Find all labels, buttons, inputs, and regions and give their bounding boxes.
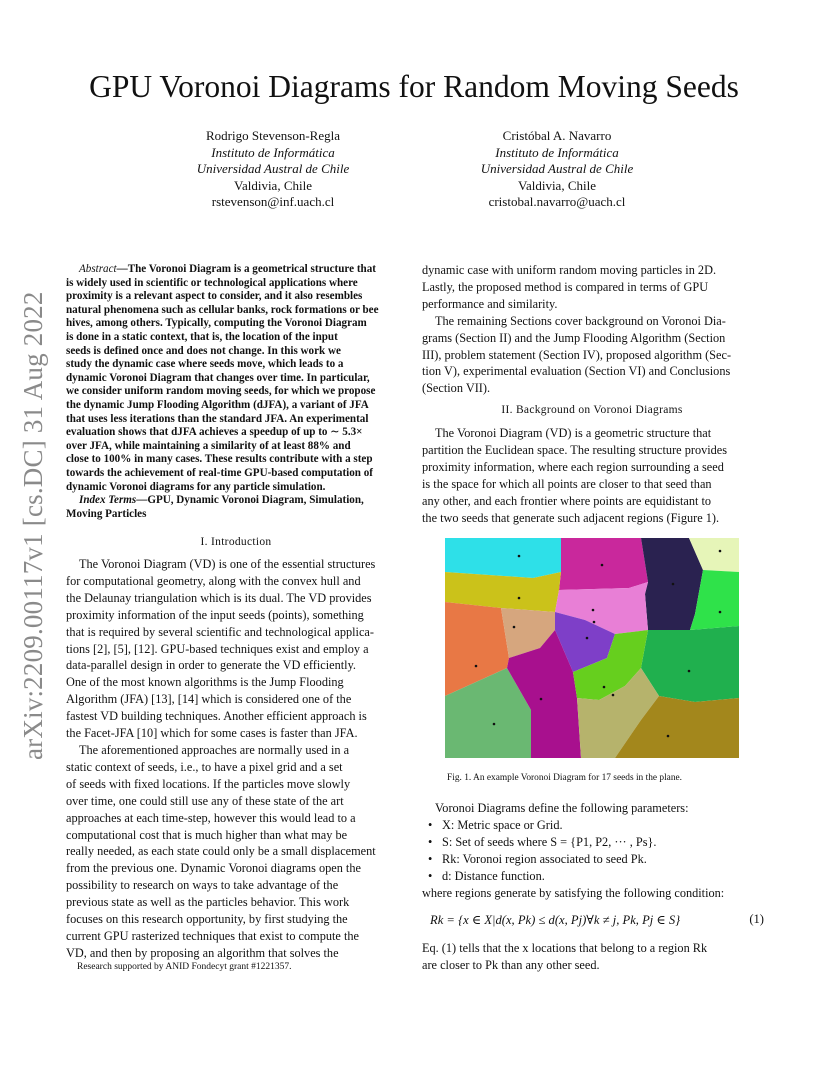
text-line: static context of seeds, i.e., to have a pixel grid and a set [66, 759, 343, 774]
author-university: Universidad Austral de Chile [196, 161, 350, 176]
text-line: approaches at each time-step, however this would lead to a [66, 810, 356, 825]
text-line: proximity information of the input seeds (points), something [66, 607, 364, 622]
abstract-line: natural phenomena such as cellular banks, rock formations or bee [66, 303, 379, 316]
author-email: rstevenson@inf.uach.cl [211, 194, 335, 209]
equation-number: (1) [749, 912, 764, 926]
text-line: performance and similarity. [422, 296, 558, 311]
text-line: really needed, as each state could only be a small displacement [66, 844, 376, 859]
text-line: that is required by several scientific and technological applica- [66, 624, 374, 639]
text-line: The Voronoi Diagram (VD) is a geometric structure that [435, 426, 712, 440]
seed-point [540, 698, 543, 701]
seed-point [493, 723, 496, 726]
seed-point [593, 621, 596, 624]
text-line: the Delaunay triangulation which is its dual. The VD provides [66, 590, 372, 605]
abstract-line: —The Voronoi Diagram is a geometrical structure that [116, 263, 376, 275]
text-line: where regions generate by satisfying the following condition: [422, 885, 725, 900]
text-line: focuses on this research opportunity, by first studying the [66, 912, 348, 927]
figure-caption: Fig. 1. An example Voronoi Diagram for 17 seeds in the plane. [447, 773, 683, 783]
equation-1 [422, 912, 768, 934]
section-heading-introduction: I. Introduction [200, 536, 272, 548]
text-line: The aforementioned approaches are normally used in a [79, 742, 350, 757]
abstract-line: seeds is defined once and does not change. In this work we [66, 344, 341, 357]
text-line: (Section VII). [422, 381, 491, 396]
author-block-1 [133, 128, 413, 211]
abstract-line: close to 100% in many cases. These results contribute with a step [66, 453, 373, 466]
seed-point [719, 550, 722, 553]
abstract-line: that uses less iterations than the standard JFA. An experimental [66, 412, 369, 425]
text-line: proximity information, where each region surrounding a seed [422, 459, 724, 474]
text-line: over time, one could still use any of these state of the art [66, 793, 344, 808]
text-line: is the space for which all points are closer to that seed than [422, 476, 712, 491]
author-city: Valdivia, Chile [234, 177, 312, 193]
text-line: The Voronoi Diagram (VD) is one of the essential structures [79, 557, 376, 571]
abstract-line: we consider uniform random moving seeds, for which we propose [66, 385, 376, 398]
post-equation-text [422, 940, 762, 974]
text-line: for computational geometry, along with the convex hull and [66, 573, 361, 588]
text-line: are closer to Pk than any other seed. [422, 957, 600, 972]
abstract-line: is widely used in scientific or technological applications where [66, 276, 358, 289]
text-line: the two seeds that generate such adjacent regions (Figure 1). [422, 510, 720, 525]
voronoi-region [641, 626, 739, 702]
seed-point [518, 597, 521, 600]
text-line: dynamic case with uniform random moving particles in 2D. [422, 263, 717, 277]
equation-text: Rk = {x ∈ X|d(x, Pk) ≤ d(x, Pj)∀k ≠ j, Pk, Pj ∈ S} [430, 913, 681, 927]
author-university: Universidad Austral de Chile [480, 161, 634, 176]
text-line: any other, and each frontier where points are equidistant to [422, 493, 712, 508]
text-line: III), problem statement (Section IV), proposed algorithm (Sec- [422, 347, 732, 362]
text-line: tion V), experimental evaluation (Section VI) and Conclusions [422, 364, 731, 379]
seed-point [475, 665, 478, 668]
author-city: Valdivia, Chile [518, 177, 596, 193]
bullet-item: • X: Metric space or Grid. [422, 817, 768, 834]
seed-point [601, 564, 604, 567]
abstract-line: study the dynamic case where seeds move, which leads to a [66, 358, 344, 371]
abstract-line: proximity is a relevant aspect to consider, and it also resembles [66, 290, 363, 303]
bullet-item: • d: Distance function. [422, 868, 768, 885]
author-block-2 [417, 128, 697, 211]
text-line: Algorithm (JFA) [13], [14] which is considered one of the [66, 692, 352, 707]
seed-point [592, 609, 595, 612]
bullet-item: • Rk: Voronoi region associated to seed Pk. [422, 851, 768, 868]
index-terms-label: Index Terms [79, 494, 137, 507]
text-line: the Facet-JFA [10] which for some cases is faster than JFA. [66, 726, 358, 741]
index-terms-text: Moving Particles [66, 507, 147, 520]
intro-text [66, 556, 406, 962]
text-line: from the previous one. Dynamic Voronoi diagrams open the [66, 861, 361, 876]
text-line: partition the Euclidean space. The resulting structure provides [422, 442, 728, 457]
voronoi-region [559, 538, 648, 590]
abstract-line: hives, among others. Typically, computing the Voronoi Diagram [66, 317, 367, 330]
text-line: Eq. (1) tells that the x locations that belong to a region Rk [422, 941, 708, 955]
author-name: Cristóbal A. Navarro [502, 128, 612, 143]
seed-point [518, 555, 521, 558]
text-line: One of the most known algorithms is the Jump Flooding [66, 675, 344, 690]
seed-point [603, 686, 606, 689]
author-name: Rodrigo Stevenson-Regla [206, 128, 340, 143]
text-line: of seeds with fixed locations. If the particles move slowly [66, 776, 351, 791]
author-institute: Instituto de Informática [495, 144, 619, 160]
voronoi-diagram-figure [445, 538, 739, 758]
abstract-line: over JFA, while maintaining a similarity of at least 88% and [66, 439, 351, 452]
text-line: fastest VD building techniques. Another efficient approach is [66, 709, 367, 724]
abstract-line: the dynamic Jump Flooding Algorithm (dJFA), a variant of JFA [66, 398, 369, 411]
abstract-label: Abstract [79, 263, 117, 275]
parameters-text [422, 800, 768, 901]
author-institute: Instituto de Informática [211, 144, 335, 160]
text-line: Lastly, the proposed method is compared in terms of GPU [422, 279, 709, 294]
author-email: cristobal.navarro@uach.cl [488, 194, 626, 209]
text-line: possibility to research on ways to take advantage of the [66, 878, 339, 893]
text-line: Voronoi Diagrams define the following parameters: [435, 801, 689, 815]
footnote: Research supported by ANID Fondecyt grant #1221357. [77, 962, 292, 972]
section-heading-background: II. Background on Voronoi Diagrams [501, 404, 683, 416]
abstract-line: dynamic Voronoi diagrams for any particle simulation. [66, 480, 326, 493]
text-line: current GPU rasterized techniques that exist to compute the [66, 928, 359, 943]
seed-point [719, 611, 722, 614]
abstract-line: evaluation shows that dJFA achieves a speedup of up to ∼ 5.3× [66, 426, 363, 439]
arxiv-stamp: arXiv:2209.00117v1 [cs.DC] 31 Aug 2022 [18, 291, 48, 760]
seed-point [688, 670, 691, 673]
text-line: previous state as well as the particles behavior. This work [66, 895, 350, 910]
abstract [66, 263, 406, 521]
seed-point [586, 637, 589, 640]
index-terms-text: —GPU, Dynamic Voronoi Diagram, Simulation, [136, 494, 364, 507]
text-line: tions [2], [5], [12]. GPU-based techniques exist and employ a [66, 641, 369, 656]
right-column-text [422, 262, 762, 397]
text-line: data-parallel design in order to generate the VD efficiently. [66, 658, 356, 673]
abstract-line: towards the achievement of real-time GPU-based computation of [66, 466, 373, 479]
seed-point [513, 626, 516, 629]
bullet-item: • S: Set of seeds where S = {P1, P2, ··· , Ps}. [422, 834, 768, 851]
seed-point [667, 735, 670, 738]
abstract-line: is done in a static context, that is, the location of the input [66, 330, 338, 343]
text-line: The remaining Sections cover background on Voronoi Dia- [435, 313, 726, 328]
abstract-line: dynamic Voronoi Diagram that changes over time. In particular, [66, 371, 370, 384]
seed-point [672, 583, 675, 586]
paper-title: GPU Voronoi Diagrams for Random Moving Seeds [89, 69, 739, 104]
background-text [422, 425, 762, 526]
text-line: grams (Section II) and the Jump Flooding Algorithm (Section [422, 330, 726, 345]
text-line: VD, and then by proposing an algorithm that solves the [66, 945, 339, 960]
voronoi-region [445, 538, 561, 578]
seed-point [612, 694, 615, 697]
text-line: computational cost that is much higher than what may be [66, 827, 348, 842]
